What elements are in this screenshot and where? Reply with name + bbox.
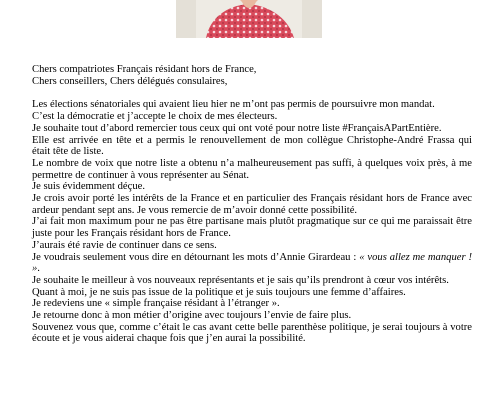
paragraph-10-text: Je voudrais seulement vous dire en détournant les mots d’Annie Girardeau : (32, 251, 360, 263)
photo-portrait-icon (176, 0, 322, 38)
paragraph-12: Quant à moi, je ne suis pas issue de la politique et je suis toujours une femme d’affaires. (32, 286, 406, 298)
paragraph-10 (32, 252, 472, 275)
paragraph-14: Je retourne donc à mon métier d’origine avec toujours l’envie de faire plus. (32, 310, 352, 322)
paragraph-5: Le nombre de voix que notre liste a obtenu n’a malheureusement pas suffi, à quelques voix près, à me permettre de continuer à vous représenter au Sénat. (32, 157, 472, 181)
paragraph-13: Je redeviens une « simple française résidant à l’étranger ». (32, 298, 280, 310)
paragraph-9: J’aurais été ravie de continuer dans ce sens. (32, 239, 217, 251)
paragraph-10-end: . (37, 263, 40, 275)
greeting-line-2: Chers conseillers, Chers délégués consulaires, (32, 75, 228, 87)
paragraph-15: Souvenez vous que, comme c’était le cas avant cette belle parenthèse politique, je serai toujours à votre écoute et je vous aiderai chaque fois que j’en aurai la possibilité. (32, 321, 472, 345)
paragraph-1: Les élections sénatoriales qui avaient lieu hier ne m’ont pas permis de poursuivre mon mandat. (32, 99, 435, 111)
paragraph-2: C’est la démocratie et j’accepte le choix de mes électeurs. (32, 111, 278, 123)
paragraph-11: Je souhaite le meilleur à vos nouveaux représentants et je sais qu’ils prendront à cœur vos intérêts. (32, 274, 449, 286)
paragraph-4: Elle est arrivée en tête et a permis le renouvellement de mon collègue Christophe-André Frassa qui était tête de liste. (32, 134, 472, 158)
girardeau-quote: « vous allez me manquer ! » (32, 251, 473, 275)
paragraph-3: Je souhaite tout d’abord remercier tous ceux qui ont voté pour notre liste #FrançaisAPartEntière. (32, 122, 442, 134)
portrait-photo (176, 0, 322, 38)
paragraph-7: Je crois avoir porté les intérêts de la France et en particulier des Français résidant hors de France avec ardeur pendant sept ans. Je vous remercie de m’avoir donné cette possibilité. (32, 193, 472, 216)
paragraph-6: Je suis évidemment déçue. (32, 181, 145, 193)
paragraph-8: J’ai fait mon maximum pour ne pas être partisane mais plutôt pragmatique sur ce qui me paraissait être juste pour les Français résidant hors de France. (32, 216, 472, 240)
letter-body (32, 64, 472, 345)
greeting-line-1: Chers compatriotes Français résidant hors de France, (32, 64, 257, 75)
